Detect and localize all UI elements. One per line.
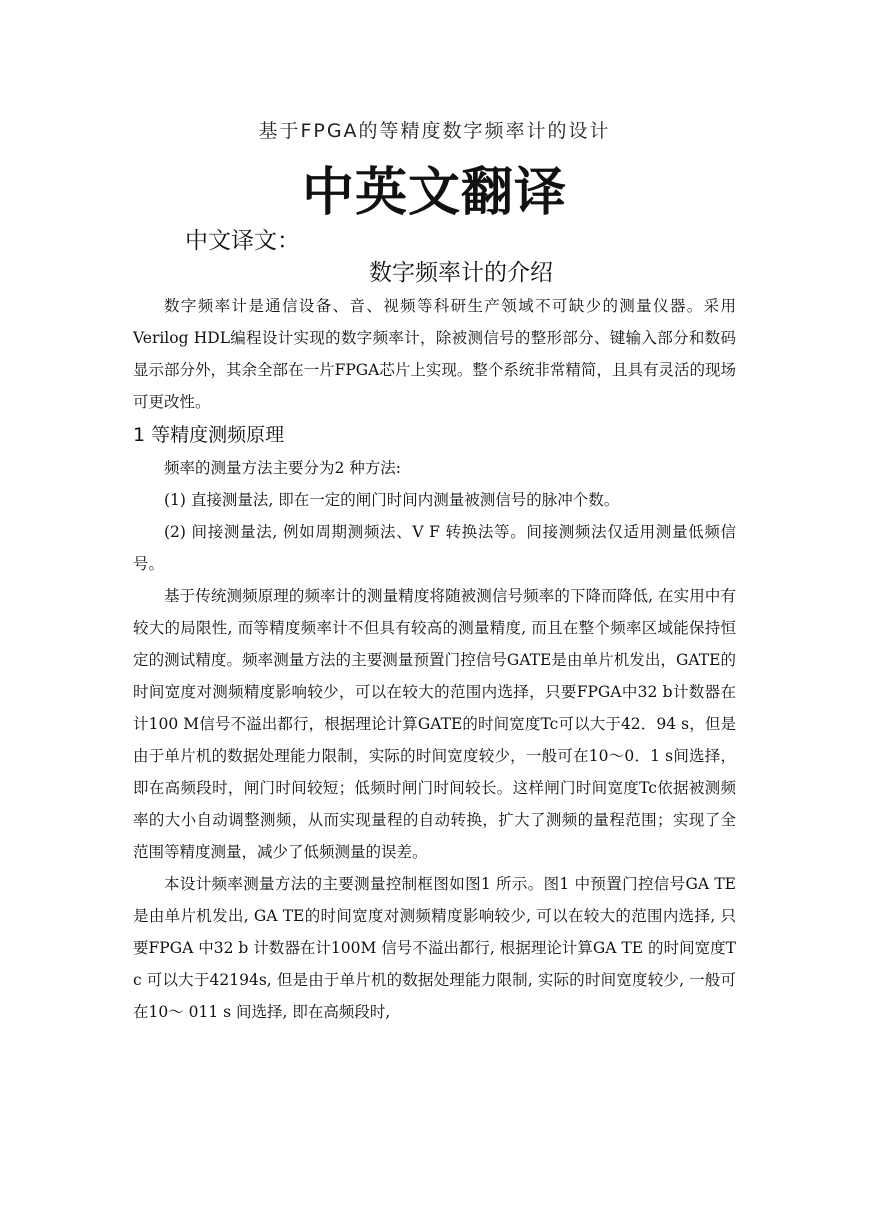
document-header-title: 基于FPGA的等精度数字频率计的设计: [258, 120, 611, 142]
paragraph-method-2: (2) 间接测量法, 例如周期测频法、V F 转换法等。间接测频法仅适用测量低频信号。: [133, 523, 736, 573]
article-title: 数字频率计的介绍: [369, 260, 553, 286]
paragraph-intro: 数字频率计是通信设备、音、视频等科研生产领域不可缺少的测量仪器。采用Verilog HDL编程设计实现的数字频率计，除被测信号的整形部分、键输入部分和数码显示部分外，其余全部在一片FPGA芯片上实现。整个系统非常精简，且具有灵活的现场可更改性。: [133, 297, 736, 411]
paragraph-design: 本设计频率测量方法的主要测量控制框图如图1 所示。图1 中预置门控信号GA TE 是由单片机发出, GA TE的时间宽度对测频精度影响较少, 可以在较大的范围内选择, 只要FPGA 中32 b 计数器在计100M 信号不溢出都行, 根据理论计算GA TE 的时间宽度T c 可以大于42194s, 但是由于单片机的数据处理能力限制, 实际的时间宽度较少, 一般可在10～ 011 s 间选择, 即在高频段时,: [133, 875, 736, 1021]
paragraph-methods: 频率的测量方法主要分为2 种方法:: [164, 459, 402, 477]
section-heading: 1 等精度测频原理: [133, 424, 285, 446]
document-body: [133, 290, 736, 1028]
main-title: 中英文翻译: [301, 163, 567, 223]
section-label: 中文译文：: [185, 228, 300, 254]
paragraph-principle: 基于传统测频原理的频率计的测量精度将随被测信号频率的下降而降低, 在实用中有较大的局限性, 而等精度频率计不但具有较高的测量精度, 而且在整个频率区域能保持恒定的测试精度。频率测量方法的主要测量预置门控信号GATE是由单片机发出，GATE的时间宽度对测频精度影响较少，可以在较大的范围内选择，只要FPGA中32 b计数器在计100 M信号不溢出都行，根据理论计算GATE的时间宽度Tc可以大于42．94 s，但是由于单片机的数据处理能力限制，实际的时间宽度较少，一般可在10～0．1 s间选择，即在高频段时，闸门时间较短；低频时闸门时间较长。这样闸门时间宽度Tc依据被测频率的大小自动调整测频，从而实现量程的自动转换，扩大了测频的量程范围；实现了全范围等精度测量，减少了低频测量的误差。: [133, 587, 736, 861]
paragraph-method-1: (1) 直接测量法, 即在一定的闸门时间内测量被测信号的脉冲个数。: [164, 491, 620, 509]
